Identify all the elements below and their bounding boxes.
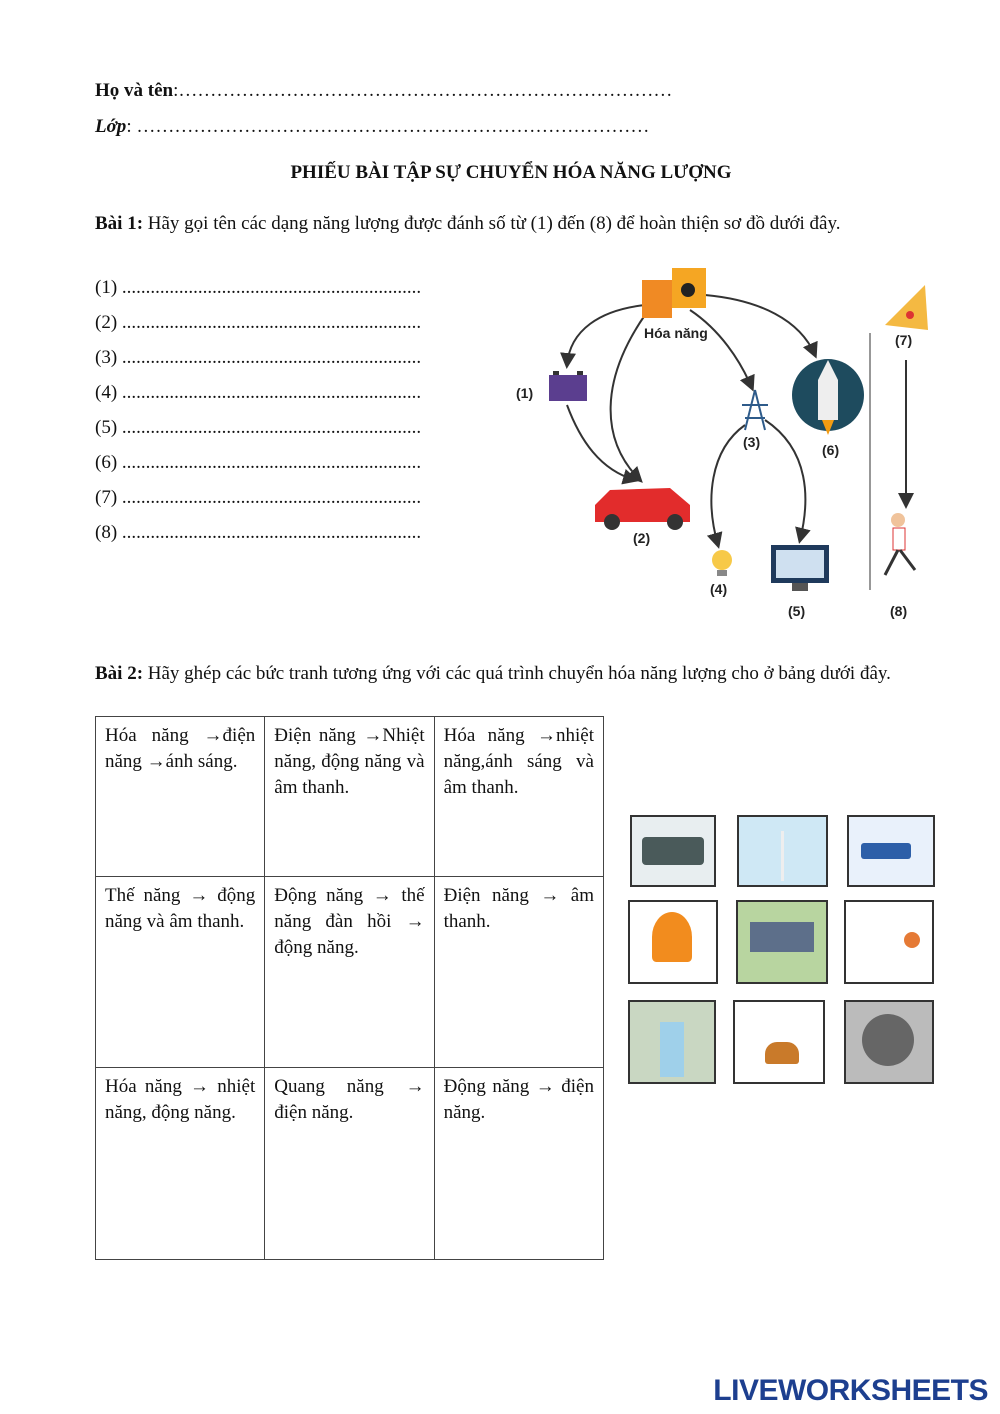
svg-text:(1): (1) <box>516 385 534 401</box>
washing-machine-picture[interactable] <box>844 1000 934 1084</box>
drop-cell[interactable]: Động năng → thế năng đàn hồi → động năng. <box>265 877 434 1068</box>
campfire-picture[interactable] <box>628 900 718 984</box>
svg-text:(5): (5) <box>788 603 806 619</box>
computer-monitor-icon <box>771 545 829 591</box>
car-icon <box>595 488 690 530</box>
drop-cell[interactable]: Hóa năng → nhiệt năng, động năng. <box>96 1068 265 1260</box>
blank-5[interactable]: (5) ............................................................... <box>95 417 422 438</box>
svg-text:(6): (6) <box>822 442 840 458</box>
svg-text:(2): (2) <box>633 530 651 546</box>
power-tower-icon <box>742 390 768 430</box>
runner-icon <box>885 513 915 575</box>
energy-diagram <box>0 0 1000 650</box>
drop-cell[interactable]: Điện năng → âm thanh. <box>434 877 603 1068</box>
class-line[interactable]: Lớp: ……………………………………………………………………… <box>95 116 650 137</box>
blank-8[interactable]: (8) ............................................................... <box>95 522 422 543</box>
rocket-icon <box>792 359 864 435</box>
liveworksheets-logo: LIVEWORKSHEETS <box>713 1374 988 1407</box>
center-label: Hóa năng <box>644 325 708 341</box>
blank-4[interactable]: (4) ............................................................... <box>95 382 422 403</box>
drop-cell[interactable]: Động năng → điện năng. <box>434 1068 603 1260</box>
blank-1[interactable]: (1) ............................................................... <box>95 277 422 298</box>
drop-cell[interactable]: Hóa năng →nhiệt năng,ánh sáng và âm thanh. <box>434 717 603 877</box>
blank-7[interactable]: (7) ............................................................... <box>95 487 422 508</box>
archer-picture[interactable] <box>844 900 934 984</box>
waterfall-picture[interactable] <box>628 1000 716 1084</box>
name-line[interactable]: Họ và tên:…………………………………………………………………… <box>95 80 673 101</box>
drop-cell[interactable]: Thế năng → động năng và âm thanh. <box>96 877 265 1068</box>
bai2-prompt: Bài 2: Hãy ghép các bức tranh tương ứng với các quá trình chuyển hóa năng lượng cho ở bảng dưới đây. <box>95 663 891 684</box>
svg-text:(3): (3) <box>743 434 761 450</box>
bai1-prompt: Bài 1: Hãy gọi tên các dạng năng lượng được đánh số từ (1) đến (8) để hoàn thiện sơ đồ dưới đây. <box>95 213 841 234</box>
pizza-icon <box>885 285 928 330</box>
blank-2[interactable]: (2) ............................................................... <box>95 312 422 333</box>
radio-picture[interactable] <box>630 815 716 887</box>
flashlight-picture[interactable] <box>847 815 935 887</box>
svg-text:(4): (4) <box>710 581 728 597</box>
blank-6[interactable]: (6) ............................................................... <box>95 452 422 473</box>
drop-cell[interactable]: Điện năng →Nhiệt năng, động năng và âm thanh. <box>265 717 434 877</box>
chemical-fuel-icon <box>642 268 706 318</box>
battery-icon <box>549 371 587 401</box>
matching-table <box>95 716 604 1260</box>
drop-cell[interactable]: Hóa năng →điện năng →ánh sáng. <box>96 717 265 877</box>
light-bulb-icon <box>712 550 732 576</box>
fast-food-picture[interactable] <box>733 1000 825 1084</box>
solar-panels-picture[interactable] <box>736 900 828 984</box>
blank-3[interactable]: (3) ............................................................... <box>95 347 422 368</box>
drop-cell[interactable]: Quang năng → điện năng. <box>265 1068 434 1260</box>
svg-text:(8): (8) <box>890 603 908 619</box>
page-title: PHIẾU BÀI TẬP SỰ CHUYỂN HÓA NĂNG LƯỢNG <box>290 162 732 183</box>
wind-turbine-picture[interactable] <box>737 815 828 887</box>
svg-text:(7): (7) <box>895 332 913 348</box>
